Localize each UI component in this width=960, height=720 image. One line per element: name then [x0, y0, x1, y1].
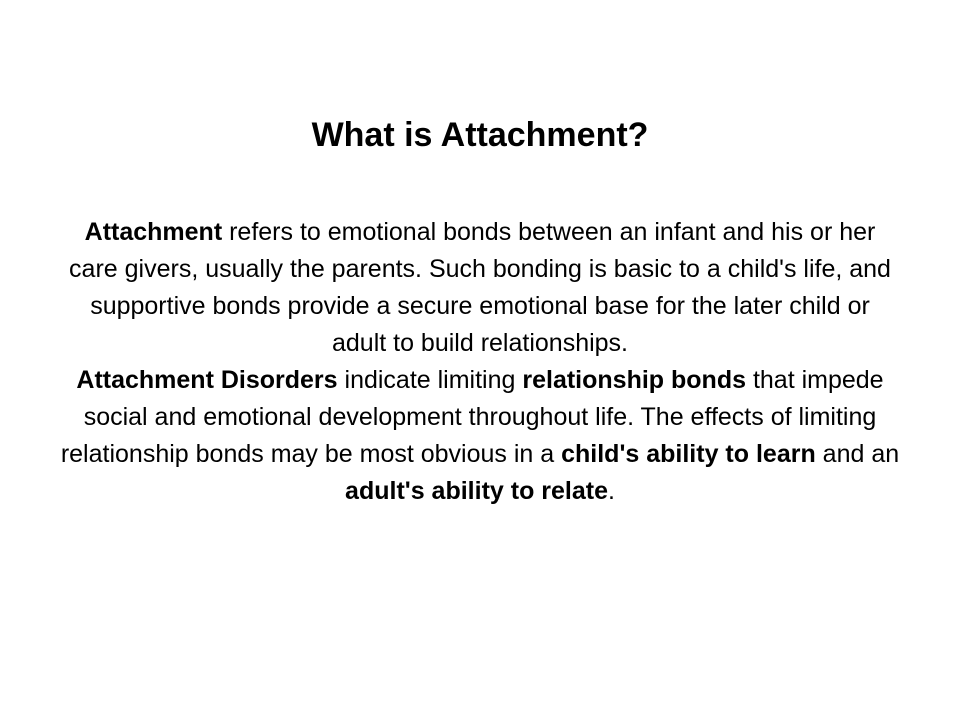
emphasis-ability-to-relate: adult's ability to relate — [345, 477, 608, 505]
term-attachment-disorders: Attachment Disorders — [76, 366, 338, 394]
term-attachment: Attachment — [84, 218, 223, 246]
slide-title: What is Attachment? — [311, 116, 649, 154]
definition-text: refers to emotional bonds between an infant and his or her care givers, usually the parents. Such bonding is basic to a child's life, and supportive bonds provide a secure emotional base for the later child or adult to build relationships. — [69, 218, 891, 357]
paragraph-attachment-definition — [60, 214, 900, 362]
emphasis-relationship-bonds: relationship bonds — [522, 366, 746, 394]
paragraph-attachment-disorders — [60, 362, 900, 510]
disorders-text-3: and an — [815, 440, 900, 468]
slide-body — [60, 214, 900, 510]
disorders-text-4: . — [608, 477, 615, 505]
disorders-text-1: indicate limiting — [337, 366, 523, 394]
emphasis-ability-to-learn: child's ability to learn — [561, 440, 816, 468]
disorders-text-2: that impede social and emotional development throughout life. The effects of limiting relationship bonds may be most obvious in a — [60, 366, 884, 468]
